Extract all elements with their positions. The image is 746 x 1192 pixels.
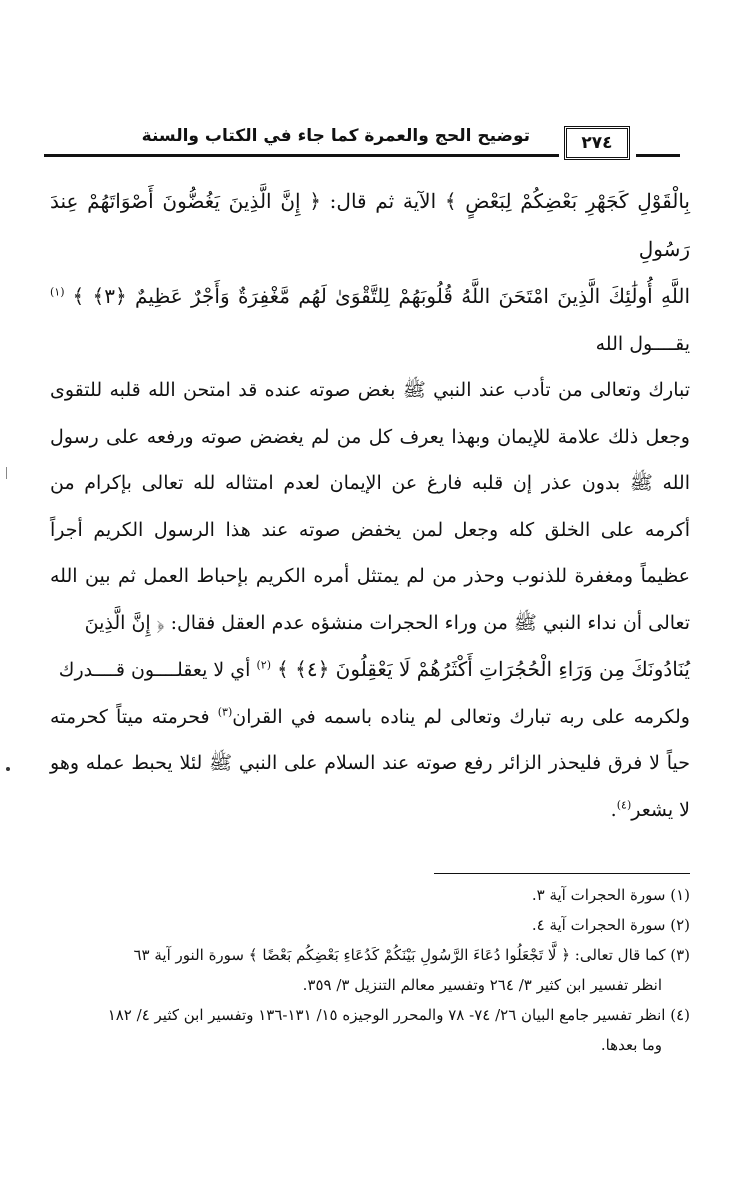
text-line: بِالْقَوْلِ كَجَهْرِ بَعْضِكُمْ لِبَعْضٍ ﴾ الآية ثم قال: ﴿ إِنَّ الَّذِينَ يَغُضُّونَ أَصْوَاتَهُمْ عِندَ رَسُولِ	[50, 189, 690, 261]
footnote-ref-1[interactable]: (١)	[50, 285, 65, 299]
text-line: يُنَادُونَكَ مِن وَرَاءِ الْحُجُرَاتِ أَكْثَرُهُمْ لَا يَعْقِلُونَ ﴿٤﴾ ﴾ $^{(٢)}$ أي لا يعقلــــون قــــدرك	[58, 657, 690, 681]
footnote-ref-4[interactable]: (٤)	[616, 798, 632, 812]
paragraph: تبارك وتعالى من تأدب عند النبي ﷺ بغض صوته عنده قد امتحن الله قلبه للتقوى وجعل ذلك علامة للإيمان وبهذا يعرف كل من لم يغضض صوته ورفعه على رسول الله ﷺ بدون عذر إن قلبه فارغ عن الإيمان لعدم امتثاله لله تعالى بإكرام من أكرمه على الخلق كله وجعل لمن يخفض صوته عند هذا الرسول الكريم أجراً عظيماً ومغفرة للذنوب وحذر من لم يمتثل أمره الكريم بإحباط العمل ثم بين الله تعالى أن نداء النبي ﷺ من وراء الحجرات منشؤه عدم العقل فقال: ﴿ إِنَّ الَّذِينَ	[50, 379, 690, 634]
page-number: ٢٧٤	[564, 126, 630, 160]
margin-mark	[6, 467, 7, 479]
main-text	[50, 178, 690, 833]
paragraph: ولكرمه على ربه تبارك وتعالى لم يناده باسمه في القران$^{(٣)}$ فحرمته ميتاً كحرمته حياً لا فرق فليحذر الزائر رفع صوته عند السلام على النبي ﷺ لئلا يحبط عمله وهو لا يشعر$^{(٤)}$.	[50, 705, 690, 821]
running-title: توضيح الحج والعمرة كما جاء في الكتاب والسنة	[141, 126, 530, 146]
page-header	[44, 118, 680, 162]
footnote-3-cont: انظر تفسير ابن كثير ٣/ ٢٦٤ وتفسير معالم التنزيل ٣/ ٣٥٩.	[302, 976, 662, 994]
text-line: اللَّهِ أُولَٰئِكَ الَّذِينَ امْتَحَنَ اللَّهُ قُلُوبَهُمْ لِلتَّقْوَىٰ لَهُم مَّغْفِرَةٌ وَأَجْرٌ عَظِيمٌ ﴿٣﴾ ﴾ $^{(١)}$ يقــــول الله	[50, 284, 691, 355]
footnote-4-cont: وما بعدها.	[600, 1036, 662, 1054]
footnote-1: (١) سورة الحجرات آية ٣.	[531, 886, 690, 904]
footnote-ref-3[interactable]: (٣)	[217, 705, 233, 719]
margin-dot	[6, 767, 10, 771]
footnote-ref-2[interactable]: (٢)	[256, 658, 271, 672]
header-rule	[44, 154, 559, 157]
footnotes	[50, 880, 690, 1060]
footnote-3: (٣) كما قال تعالى: ﴿ لَّا تَجْعَلُوا دُعَاءَ الرَّسُولِ بَيْنَكُمْ كَدُعَاءِ بَعْضِكُم بَعْضًا ﴾ سورة النور آية ٦٣	[133, 946, 690, 964]
footnote-separator	[434, 873, 690, 874]
footnote-4: (٤) انظر تفسير جامع البيان ٢٦/ ٧٤- ٧٨ والمحرر الوجيزه ١٥/ ١٣١-١٣٦ وتفسير ابن كثير ٤/ ١٨٢	[107, 1006, 690, 1024]
footnote-2: (٢) سورة الحجرات آية ٤.	[531, 916, 690, 934]
header-rule-right	[636, 154, 680, 157]
